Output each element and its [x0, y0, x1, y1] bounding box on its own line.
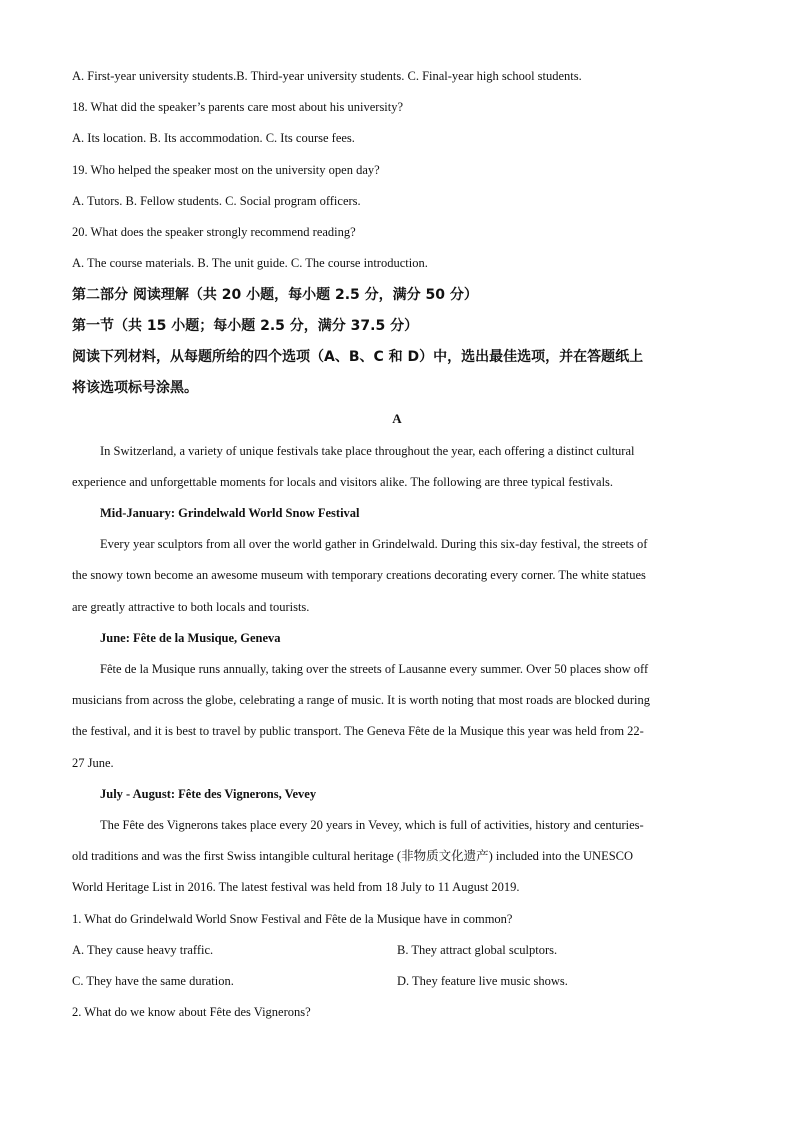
q18-options: A. Its location. B. Its accommodation. C. Its course fees. [72, 131, 355, 145]
passage-label: A [392, 411, 402, 426]
q17-options: A. First-year university students.B. Third-year university students. C. Final-year high school students. [72, 69, 582, 83]
festival2-line-2: musicians from across the globe, celebrating a range of music. It is worth noting that most roads are blocked during [72, 693, 650, 707]
festival2-title: June: Fête de la Musique, Geneva [100, 631, 281, 645]
q18-question: 18. What did the speaker’s parents care most about his university? [72, 100, 404, 114]
festival1-title: Mid-January: Grindelwald World Snow Festival [100, 506, 360, 520]
festival2-line-3: the festival, and it is best to travel by public transport. The Geneva Fête de la Musique this year was held from 22- [72, 724, 644, 738]
q20-options: A. The course materials. B. The unit guide. C. The course introduction. [72, 256, 428, 270]
intro-line-2: experience and unforgettable moments for locals and visitors alike. The following are three typical festivals. [72, 475, 614, 489]
festival2-line-4: 27 June. [72, 756, 114, 770]
section1-heading: 第一节（共 15 小题；每小题 2.5 分，满分 37.5 分） [72, 318, 419, 334]
q19-options: A. Tutors. B. Fellow students. C. Social program officers. [72, 194, 361, 208]
q1-option-c: C. They have the same duration. [72, 974, 234, 988]
q2-question: 2. What do we know about Fête des Vignerons? [72, 1005, 311, 1019]
festival3-line-3: World Heritage List in 2016. The latest festival was held from 18 July to 11 August 2019. [72, 880, 520, 894]
q20-question: 20. What does the speaker strongly recommend reading? [72, 225, 356, 239]
q19-question: 19. Who helped the speaker most on the university open day? [72, 163, 380, 177]
q1-option-b: B. They attract global sculptors. [397, 943, 558, 957]
q1-option-d: D. They feature live music shows. [397, 974, 568, 988]
festival1-line-3: are greatly attractive to both locals and tourists. [72, 600, 310, 614]
q1-option-a: A. They cause heavy traffic. [72, 943, 214, 957]
q1-question: 1. What do Grindelwald World Snow Festival and Fête de la Musique have in common? [72, 912, 513, 926]
festival1-line-2: the snowy town become an awesome museum with temporary creations decorating every corner. The white statues [72, 568, 646, 582]
intro-line-1: In Switzerland, a variety of unique festivals take place throughout the year, each offering a distinct cultural [100, 444, 635, 458]
festival3-title: July - August: Fête des Vignerons, Vevey [100, 787, 317, 801]
instruction-line-1: 阅读下列材料，从每题所给的四个选项（A、B、C 和 D）中，选出最佳选项，并在答题纸上 [72, 349, 644, 365]
festival3-line-1: The Fête des Vignerons takes place every 20 years in Vevey, which is full of activities, history and centuries- [100, 818, 644, 832]
instruction-line-2: 将该选项标号涂黑。 [72, 380, 198, 396]
festival3-line-2: old traditions and was the first Swiss intangible cultural heritage (非物质文化遗产) included into the UNESCO [72, 849, 634, 863]
festival1-line-1: Every year sculptors from all over the world gather in Grindelwald. During this six-day festival, the streets of [100, 537, 648, 551]
festival2-line-1: Fête de la Musique runs annually, taking over the streets of Lausanne every summer. Over 50 places show off [100, 662, 649, 676]
part2-heading: 第二部分 阅读理解（共 20 小题，每小题 2.5 分，满分 50 分） [72, 287, 478, 303]
